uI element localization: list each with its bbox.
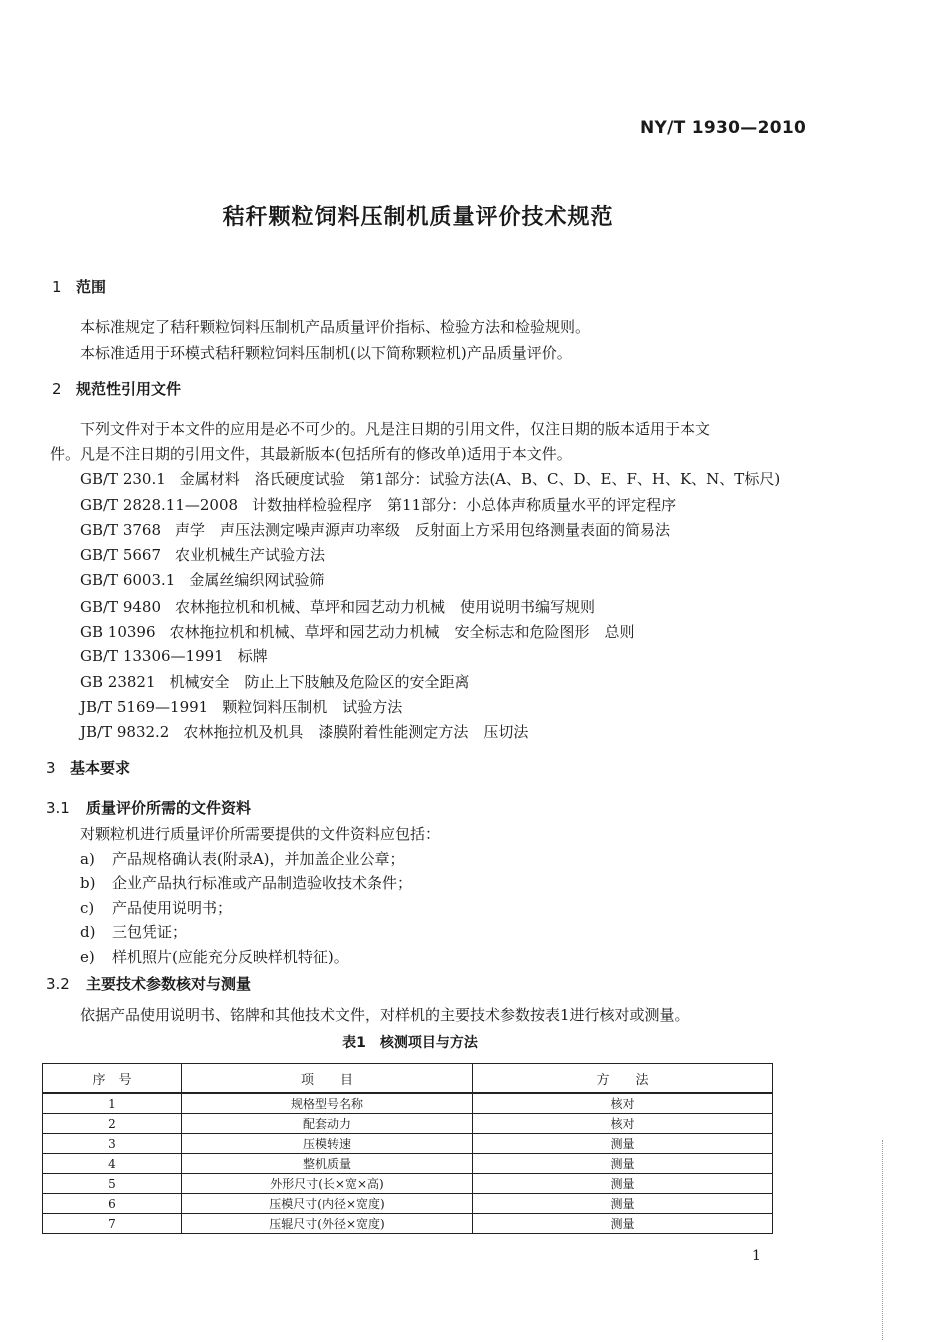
reference-item: [80, 569, 324, 590]
reference-code: JB/T 9832.2: [80, 723, 170, 741]
page-number: 1: [752, 1248, 761, 1264]
paragraph: 本标准适用于环模式秸秆颗粒饲料压制机(以下简称颗粒机)产品质量评价。: [80, 344, 572, 362]
list-item: [80, 897, 232, 918]
table-caption: 表1 核测项目与方法: [342, 1035, 478, 1051]
subsection-title: 质量评价所需的文件资料: [86, 799, 252, 817]
reference-title: 金属材料 洛氏硬度试验 第1部分：试验方法(A、B、C、D、E、F、H、K、N、T标尺): [179, 470, 781, 488]
cell-method: 测量: [473, 1134, 773, 1154]
list-item: [80, 848, 405, 869]
cell-seq: 5: [43, 1174, 182, 1194]
cell-item: 外形尺寸(长×宽×高): [182, 1174, 473, 1194]
reference-code: GB 23821: [80, 673, 156, 691]
section-1-heading: [52, 276, 106, 297]
reference-title: 颗粒饲料压制机 试验方法: [222, 698, 403, 716]
table-row: [43, 1114, 773, 1134]
reference-code: GB/T 13306—1991: [80, 647, 224, 665]
cell-method: 核对: [473, 1093, 773, 1114]
cell-item: 压模尺寸(内径×宽度): [182, 1194, 473, 1214]
reference-item: [80, 721, 528, 742]
paragraph: 本标准规定了秸秆颗粒饲料压制机产品质量评价指标、检验方法和检验规则。: [80, 318, 591, 336]
cell-item: 压辊尺寸(外径×宽度): [182, 1214, 473, 1234]
list-text: 企业产品执行标准或产品制造验收技术条件；: [112, 874, 413, 892]
paragraph: 依据产品使用说明书、铭牌和其他技术文件，对样机的主要技术参数按表1进行核对或测量。: [80, 1006, 690, 1024]
cell-seq: 2: [43, 1114, 182, 1134]
reference-code: GB/T 3768: [80, 521, 162, 539]
reference-item: [80, 519, 670, 540]
reference-title: 农林拖拉机和机械、草坪和园艺动力机械 安全标志和危险图形 总则: [169, 623, 635, 641]
reference-item: [80, 671, 470, 692]
reference-title: 农林拖拉机及机具 漆膜附着性能测定方法 压切法: [183, 723, 529, 741]
scan-edge-divider: [882, 1140, 883, 1340]
list-item: [80, 946, 349, 967]
section-3-heading: [46, 757, 130, 778]
paragraph: 对颗粒机进行质量评价所需要提供的文件资料应包括：: [80, 825, 441, 843]
reference-title: 农林拖拉机和机械、草坪和园艺动力机械 使用说明书编写规则: [175, 598, 596, 616]
section-2-heading: [52, 378, 181, 399]
section-title: 基本要求: [70, 759, 131, 777]
subsection-title: 主要技术参数核对与测量: [86, 975, 252, 993]
reference-title: 机械安全 防止上下肢触及危险区的安全距离: [169, 673, 470, 691]
reference-code: GB/T 5667: [80, 546, 162, 564]
list-marker: e): [80, 948, 95, 966]
reference-title: 农业机械生产试验方法: [175, 546, 326, 564]
reference-title: 计数抽样检验程序 第11部分：小总体声称质量水平的评定程序: [252, 496, 677, 514]
cell-method: 测量: [473, 1194, 773, 1214]
section-title: 规范性引用文件: [76, 380, 182, 398]
subsection-3-2-heading: [46, 973, 251, 994]
reference-title: 声学 声压法测定噪声源声功率级 反射面上方采用包络测量表面的简易法: [175, 521, 671, 539]
reference-code: GB/T 6003.1: [80, 571, 176, 589]
list-text: 三包凭证；: [112, 923, 188, 941]
list-text: 产品使用说明书；: [112, 899, 233, 917]
cell-seq: 7: [43, 1214, 182, 1234]
table-row: [43, 1174, 773, 1194]
reference-item: [80, 621, 635, 642]
list-marker: b): [80, 874, 96, 892]
table-row: [43, 1134, 773, 1154]
reference-item: [80, 596, 595, 617]
reference-item: [80, 696, 402, 717]
reference-code: GB/T 2828.11—2008: [80, 496, 239, 514]
column-header-seq: 序 号: [43, 1064, 182, 1094]
list-item: [80, 872, 412, 893]
cell-item: 规格型号名称: [182, 1093, 473, 1114]
cell-item: 整机质量: [182, 1154, 473, 1174]
section-number: 3: [46, 759, 56, 777]
cell-seq: 6: [43, 1194, 182, 1214]
cell-seq: 4: [43, 1154, 182, 1174]
reference-item: [80, 494, 676, 515]
cell-method: 测量: [473, 1154, 773, 1174]
paragraph: 下列文件对于本文件的应用是必不可少的。凡是注日期的引用文件，仅注日期的版本适用于本文: [80, 420, 711, 438]
reference-code: GB/T 9480: [80, 598, 162, 616]
list-text: 产品规格确认表(附录A)，并加盖企业公章；: [112, 850, 405, 868]
section-number: 1: [52, 278, 62, 296]
standard-number: NY/T 1930—2010: [640, 118, 807, 138]
reference-code: GB/T 230.1: [80, 470, 166, 488]
cell-method: 核对: [473, 1114, 773, 1134]
column-header-item: 项 目: [182, 1064, 473, 1094]
table-1: [42, 1063, 773, 1234]
reference-title: 标牌: [237, 647, 268, 665]
cell-method: 测量: [473, 1214, 773, 1234]
table-row: [43, 1194, 773, 1214]
table-header-row: [43, 1064, 773, 1094]
list-marker: c): [80, 899, 95, 917]
column-header-method: 方 法: [473, 1064, 773, 1094]
subsection-number: 3.2: [46, 975, 70, 993]
reference-title: 金属丝编织网试验筛: [189, 571, 325, 589]
section-number: 2: [52, 380, 62, 398]
cell-seq: 1: [43, 1093, 182, 1114]
section-title: 范围: [76, 278, 107, 296]
subsection-3-1-heading: [46, 797, 251, 818]
paragraph: 件。凡是不注日期的引用文件，其最新版本(包括所有的修改单)适用于本文件。: [50, 445, 572, 463]
reference-item: [80, 645, 268, 666]
cell-item: 压模转速: [182, 1134, 473, 1154]
list-marker: a): [80, 850, 95, 868]
cell-item: 配套动力: [182, 1114, 473, 1134]
table-row: [43, 1093, 773, 1114]
table-row: [43, 1214, 773, 1234]
cell-seq: 3: [43, 1134, 182, 1154]
subsection-number: 3.1: [46, 799, 70, 817]
reference-item: [80, 544, 325, 565]
list-marker: d): [80, 923, 96, 941]
cell-method: 测量: [473, 1174, 773, 1194]
list-text: 样机照片(应能充分反映样机特征)。: [112, 948, 349, 966]
reference-code: GB 10396: [80, 623, 156, 641]
reference-code: JB/T 5169—1991: [80, 698, 209, 716]
reference-item: [80, 468, 780, 489]
list-item: [80, 921, 187, 942]
document-title: 秸秆颗粒饲料压制机质量评价技术规范: [222, 205, 614, 230]
table-row: [43, 1154, 773, 1174]
